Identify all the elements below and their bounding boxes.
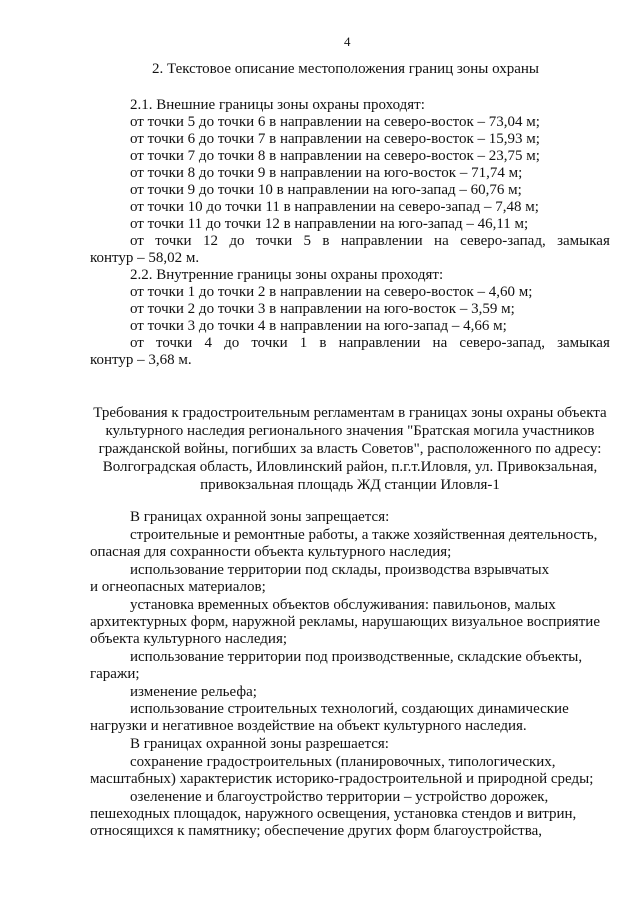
prohibited-item: использование территории под производственные, складские объекты, bbox=[130, 649, 583, 665]
inner-boundary-line: от точки 2 до точки 3 в направлении на юго-восток – 3,59 м; bbox=[130, 301, 515, 317]
allowed-item-continued: масштабных) характеристик историко-градостроительной и природной среды; bbox=[90, 771, 594, 787]
allowed-item-continued: относящихся к памятнику; обеспечение других форм благоустройства, bbox=[90, 823, 543, 839]
prohibited-item: строительные и ремонтные работы, а также хозяйственная деятельность, bbox=[130, 527, 598, 543]
outer-boundary-line: от точки 7 до точки 8 в направлении на северо-восток – 23,75 м; bbox=[130, 148, 540, 164]
prohibited-item-continued: нагрузки и негативное воздействие на объект культурного наследия. bbox=[90, 718, 527, 734]
allowed-heading: В границах охранной зоны разрешается: bbox=[130, 736, 389, 752]
requirements-title-line: гражданской войны, погибших за власть Советов", расположенного по адресу: bbox=[98, 441, 602, 457]
prohibited-item-continued: объекта культурного наследия; bbox=[90, 631, 288, 647]
requirements-title-line: Волгоградская область, Иловлинский район, п.г.т.Иловля, ул. Привокзальная, bbox=[102, 459, 598, 475]
prohibited-item-continued: и огнеопасных материалов; bbox=[90, 579, 266, 595]
allowed-item: сохранение градостроительных (планировочных, типологических, bbox=[130, 754, 556, 770]
section-heading: 2. Текстовое описание местоположения границ зоны охраны bbox=[152, 61, 539, 77]
prohibited-item: использование строительных технологий, создающих динамические bbox=[130, 701, 569, 717]
prohibited-item-continued: архитектурных форм, наружной рекламы, нарушающих визуальное восприятие bbox=[90, 614, 600, 630]
outer-boundary-line: от точки 9 до точки 10 в направлении на юго-запад – 60,76 м; bbox=[130, 182, 522, 198]
prohibited-item-continued: опасная для сохранности объекта культурного наследия; bbox=[90, 544, 452, 560]
outer-boundaries-heading: 2.1. Внешние границы зоны охраны проходят: bbox=[130, 97, 425, 113]
page-number: 4 bbox=[344, 34, 351, 49]
requirements-title-line: привокзальная площадь ЖД станции Иловля-1 bbox=[200, 477, 500, 493]
inner-boundaries-heading: 2.2. Внутренние границы зоны охраны проходят: bbox=[130, 267, 444, 283]
prohibited-item-continued: гаражи; bbox=[90, 666, 140, 682]
outer-boundary-closing-line: от точки 12 до точки 5 в направлении на северо-запад, замыкая bbox=[130, 233, 610, 249]
allowed-item-continued: пешеходных площадок, наружного освещения, установка стендов и витрин, bbox=[90, 806, 577, 822]
inner-boundary-line: от точки 1 до точки 2 в направлении на северо-восток – 4,60 м; bbox=[130, 284, 533, 300]
prohibited-item: изменение рельефа; bbox=[130, 684, 257, 700]
inner-boundary-closing-line: от точки 4 до точки 1 в направлении на северо-запад, замыкая bbox=[130, 335, 610, 351]
allowed-item: озеленение и благоустройство территории – устройство дорожек, bbox=[130, 789, 549, 805]
outer-boundary-line: от точки 10 до точки 11 в направлении на северо-запад – 7,48 м; bbox=[130, 199, 539, 215]
requirements-title-line: Требования к градостроительным регламентам в границах зоны охраны объекта bbox=[93, 405, 607, 421]
inner-boundary-closing-value: контур – 3,68 м. bbox=[90, 352, 192, 368]
outer-boundary-line: от точки 11 до точки 12 в направлении на юго-запад – 46,11 м; bbox=[130, 216, 529, 232]
outer-boundary-line: от точки 8 до точки 9 в направлении на юго-восток – 71,74 м; bbox=[130, 165, 523, 181]
prohibited-item: использование территории под склады, производства взрывчатых bbox=[130, 562, 550, 578]
requirements-title-line: культурного наследия регионального значения "Братская могила участников bbox=[105, 423, 595, 439]
outer-boundary-line: от точки 5 до точки 6 в направлении на северо-восток – 73,04 м; bbox=[130, 114, 540, 130]
prohibited-item: установка временных объектов обслуживания: павильонов, малых bbox=[130, 597, 556, 613]
outer-boundary-closing-value: контур – 58,02 м. bbox=[90, 250, 200, 266]
inner-boundary-line: от точки 3 до точки 4 в направлении на юго-запад – 4,66 м; bbox=[130, 318, 507, 334]
outer-boundary-line: от точки 6 до точки 7 в направлении на северо-восток – 15,93 м; bbox=[130, 131, 540, 147]
prohibited-heading: В границах охранной зоны запрещается: bbox=[130, 509, 390, 525]
